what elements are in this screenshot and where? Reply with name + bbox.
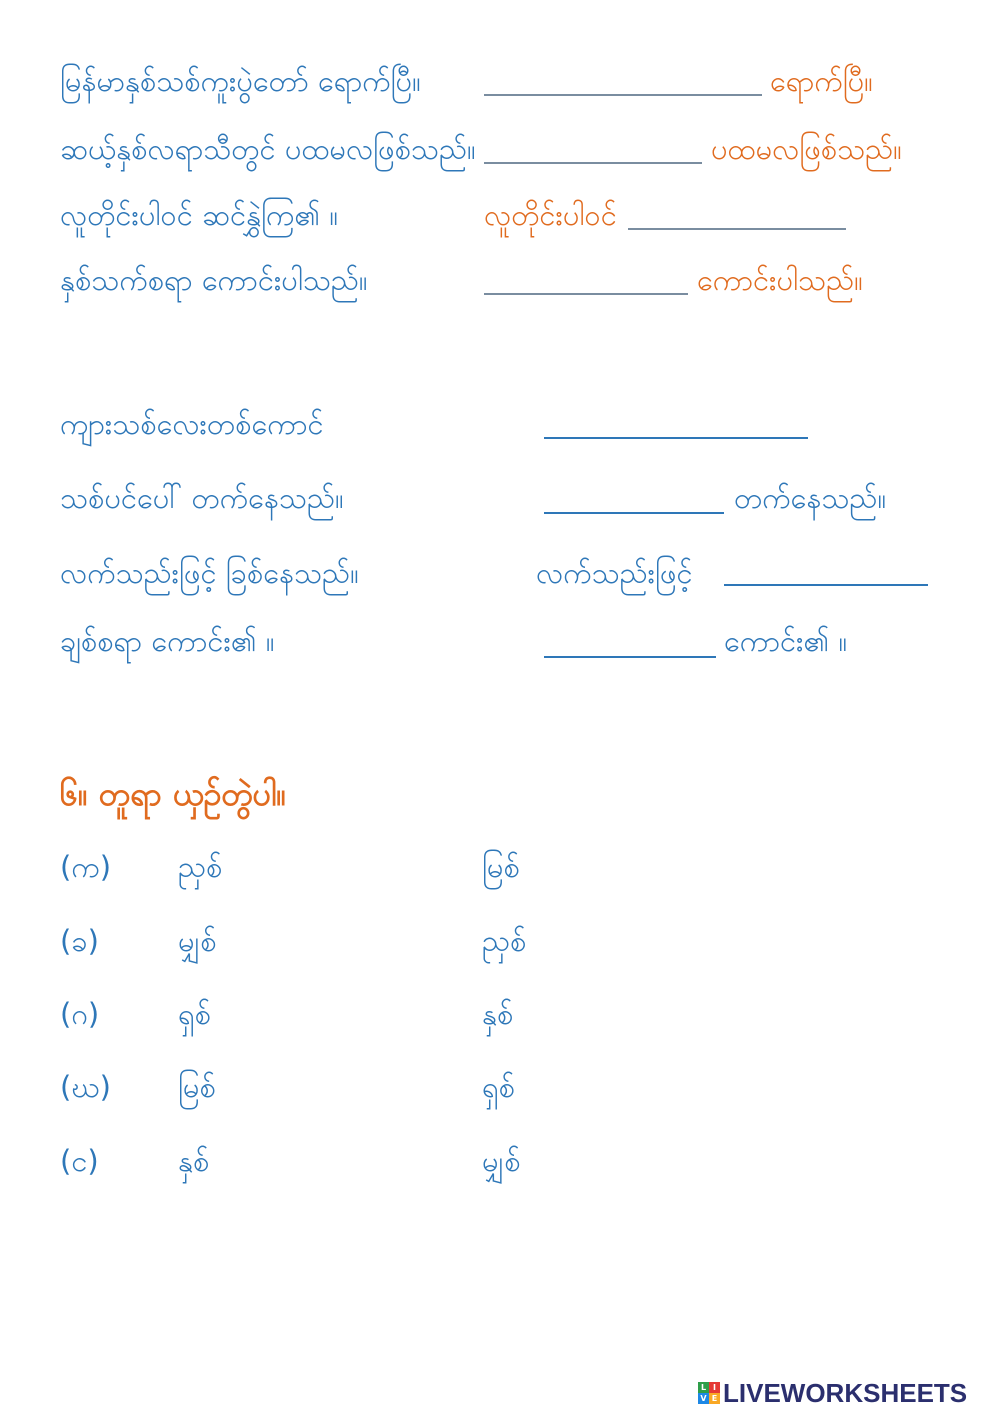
blank-1-3[interactable]: [628, 228, 846, 230]
blank-1-4[interactable]: [484, 293, 688, 295]
blank-2-2[interactable]: [544, 512, 724, 514]
sentence-1-2: ဆယ့်နှစ်လရာသီတွင် ပထမလဖြစ်သည်။: [60, 132, 476, 166]
match-left-word[interactable]: ရှစ်: [178, 997, 211, 1031]
blank-1-1[interactable]: [484, 94, 762, 96]
blank-1-2[interactable]: [484, 162, 702, 164]
logo-badge-letter: V: [698, 1393, 709, 1404]
blank-2-3[interactable]: [724, 584, 928, 586]
logo-text: LIVEWORKSHEETS: [723, 1377, 968, 1408]
match-right-word[interactable]: နှစ်: [482, 997, 514, 1031]
sentence-2-3: လက်သည်းဖြင့် ခြစ်နေသည်။: [60, 556, 359, 590]
logo-badge-letter: L: [698, 1382, 709, 1393]
sentence-2-4-suffix: ကောင်း၏ ။: [724, 624, 848, 658]
match-label: (ခ): [60, 924, 99, 958]
logo-badge-icon: [698, 1382, 720, 1404]
matching-heading: ၆။ တူရာ ယှဉ်တွဲပါ။: [60, 775, 287, 813]
match-left-word[interactable]: နှစ်: [178, 1144, 210, 1178]
blank-2-1[interactable]: [544, 437, 808, 439]
match-label: (င): [60, 1144, 99, 1178]
sentence-2-3-prefix: လက်သည်းဖြင့်: [536, 556, 693, 590]
match-right-word[interactable]: ညှစ်: [482, 924, 527, 958]
liveworksheets-logo: [698, 1377, 968, 1408]
match-left-word[interactable]: ညှစ်: [178, 850, 223, 884]
sentence-2-1: ကျားသစ်လေးတစ်ကောင်: [60, 407, 324, 441]
logo-badge-letter: I: [709, 1382, 720, 1393]
match-label: (က): [60, 850, 112, 884]
match-label: (ဃ): [60, 1070, 111, 1104]
sentence-1-2-suffix: ပထမလဖြစ်သည်။: [711, 132, 902, 166]
sentence-1-4: နှစ်သက်စရာ ကောင်းပါသည်။: [60, 263, 368, 297]
blank-2-4[interactable]: [544, 656, 716, 658]
sentence-1-4-suffix: ကောင်းပါသည်။: [697, 263, 863, 297]
sentence-2-4: ချစ်စရာ ကောင်း၏ ။: [60, 624, 275, 658]
sentence-1-3-prefix: လူတိုင်းပါဝင်: [484, 198, 617, 232]
sentence-1-1: မြန်မာနှစ်သစ်ကူးပွဲတော် ရောက်ပြီ။: [60, 64, 421, 98]
match-left-word[interactable]: မျှစ်: [178, 924, 217, 958]
match-right-word[interactable]: မြစ်: [482, 850, 520, 884]
match-left-word[interactable]: မြစ်: [178, 1070, 216, 1104]
match-label: (ဂ): [60, 997, 100, 1031]
sentence-1-1-suffix: ရောက်ပြီ။: [770, 64, 873, 98]
logo-badge-letter: E: [709, 1393, 720, 1404]
sentence-2-2: သစ်ပင်ပေါ် တက်နေသည်။: [60, 481, 344, 515]
sentence-1-3: လူတိုင်းပါဝင် ဆင်နွှဲကြ၏ ။: [60, 198, 339, 232]
match-right-word[interactable]: ရှစ်: [482, 1070, 515, 1104]
sentence-2-2-suffix: တက်နေသည်။: [734, 481, 887, 515]
match-right-word[interactable]: မျှစ်: [482, 1144, 521, 1178]
